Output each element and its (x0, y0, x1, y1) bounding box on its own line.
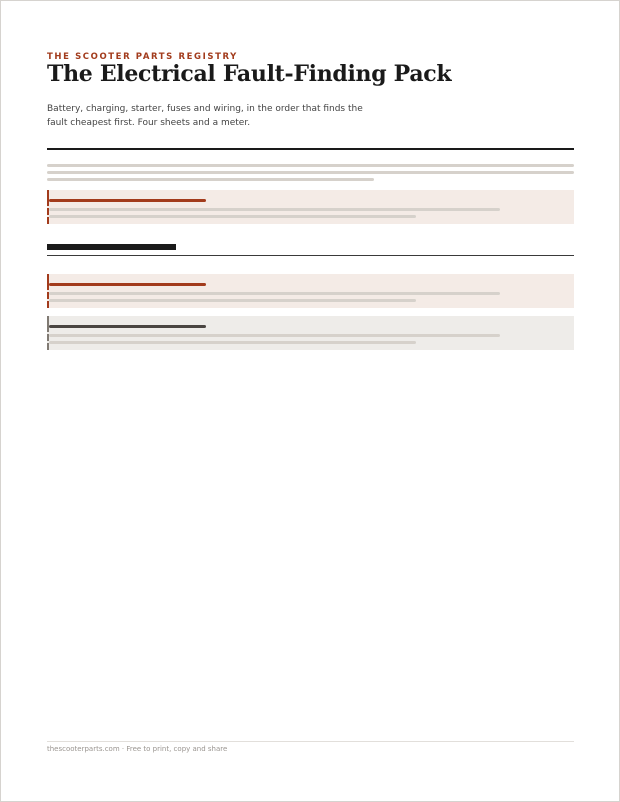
card-accent-edge (47, 190, 49, 224)
placeholder-text-line (47, 178, 374, 181)
placeholder-text-line (49, 208, 500, 211)
content-card (47, 316, 574, 350)
placeholder-text-line (49, 215, 416, 218)
placeholder-text-line (49, 334, 500, 337)
placeholder-text-line (47, 164, 574, 167)
publisher-eyebrow: THE SCOOTER PARTS REGISTRY (47, 52, 238, 62)
content-card (47, 190, 574, 224)
header-divider (47, 148, 574, 150)
footer-text: thescooterparts.com · Free to print, copy and share (47, 745, 228, 753)
placeholder-text-line (47, 171, 574, 174)
section-divider (47, 255, 574, 256)
placeholder-heading-bar (49, 325, 206, 328)
page-subtitle: Battery, charging, starter, fuses and wiring, in the order that finds the fault cheapest first. Four sheets and a meter. (47, 104, 363, 128)
content-card (47, 274, 574, 308)
placeholder-text-line (49, 299, 416, 302)
placeholder-section-label (47, 244, 176, 250)
placeholder-text-line (49, 341, 416, 344)
placeholder-heading-bar (49, 199, 206, 202)
placeholder-text-line (49, 292, 500, 295)
page-title: The Electrical Fault-Finding Pack (47, 61, 452, 87)
footer-divider (47, 741, 574, 742)
placeholder-heading-bar (49, 283, 206, 286)
card-neutral-edge (47, 316, 49, 350)
card-accent-edge (47, 274, 49, 308)
